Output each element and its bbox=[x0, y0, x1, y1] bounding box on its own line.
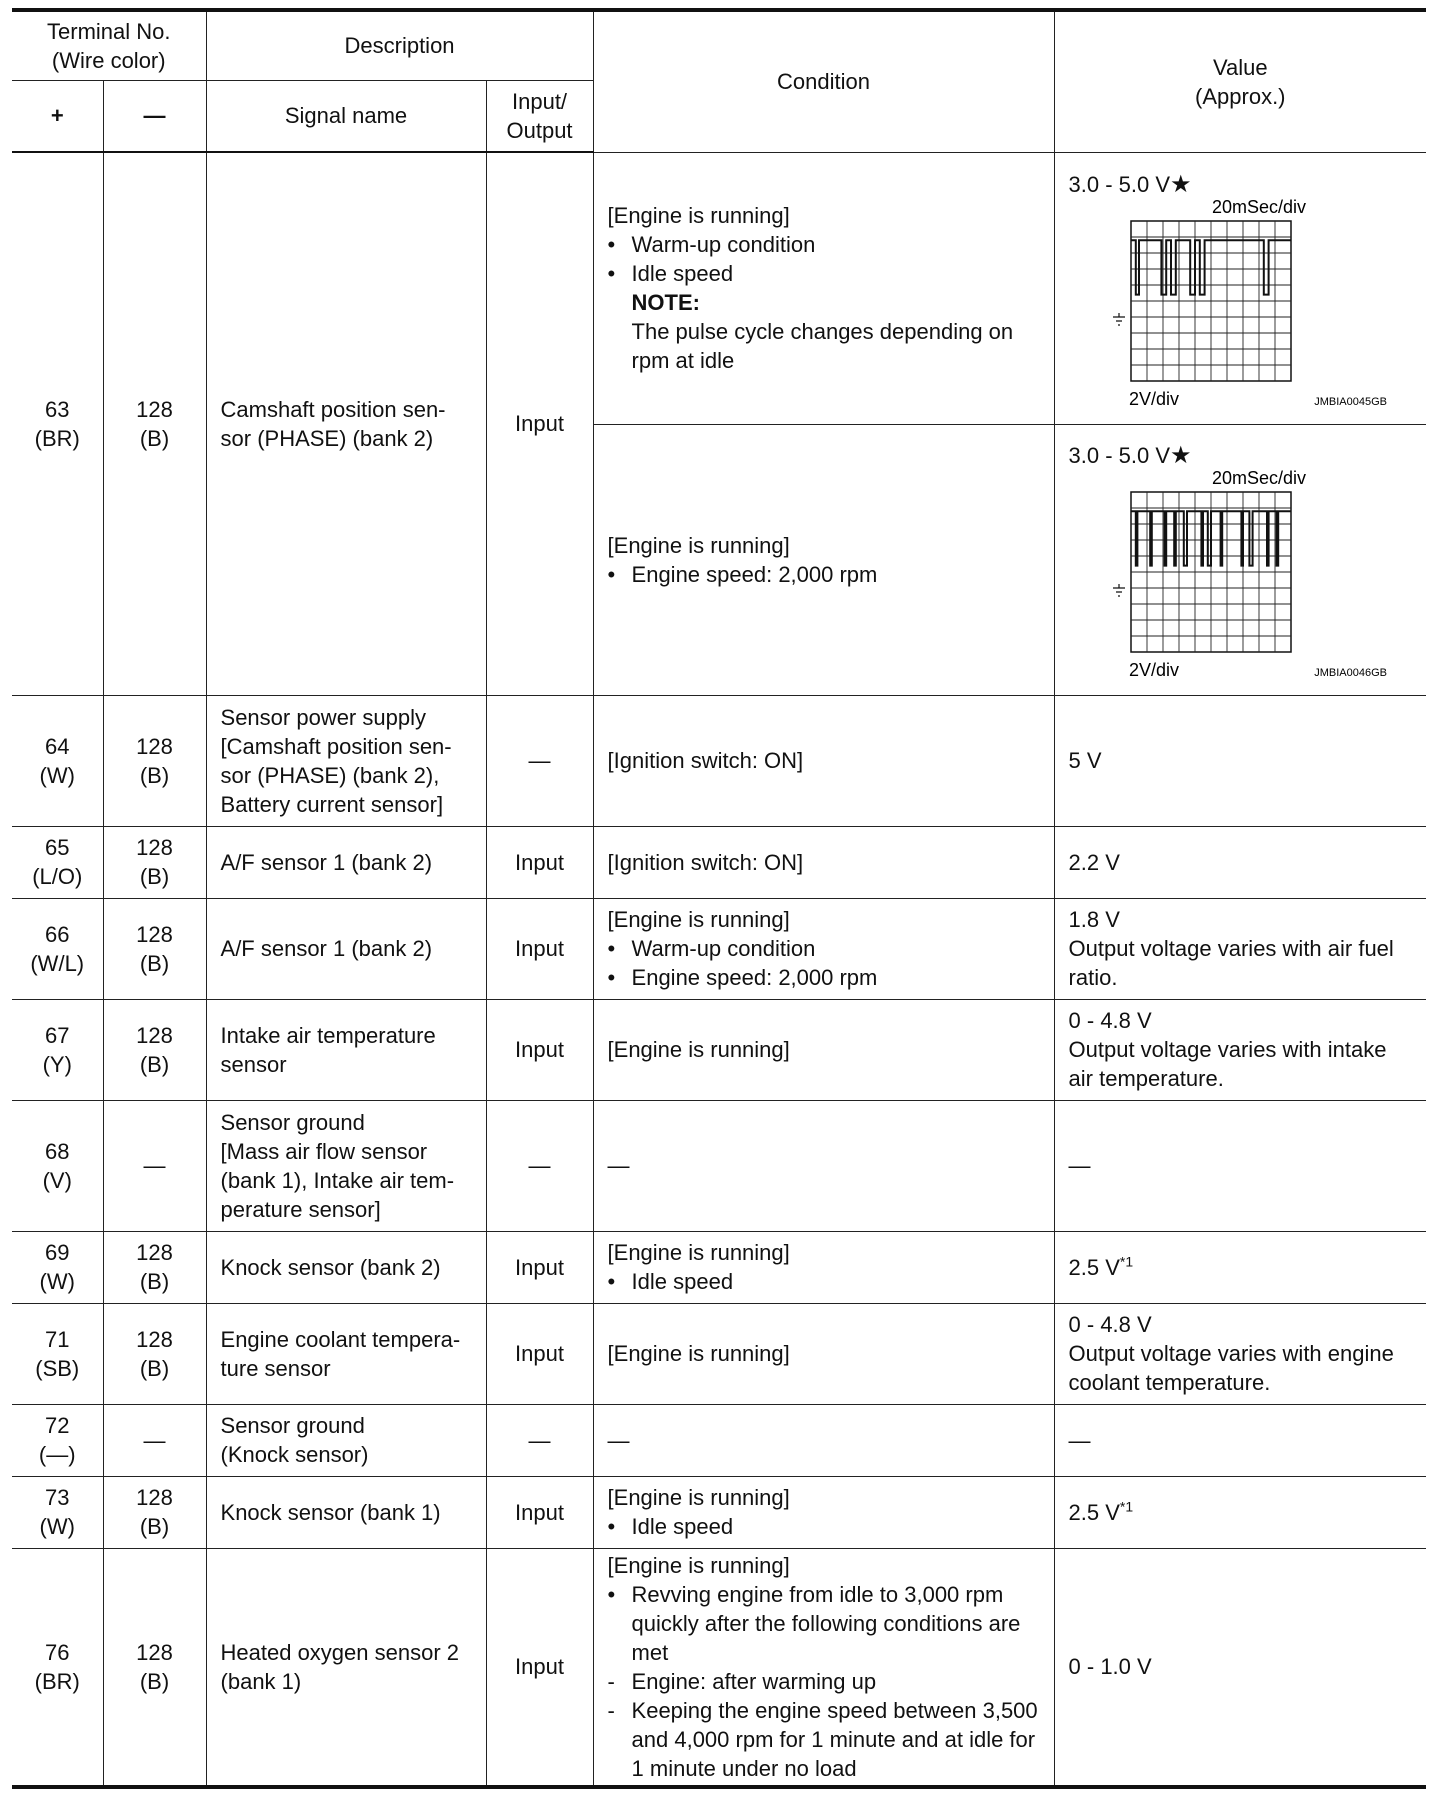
condition-head: [Ignition switch: ON] bbox=[607, 748, 804, 773]
signal-name: Intake air temperature sensor bbox=[206, 999, 486, 1100]
condition-head: [Ignition switch: ON] bbox=[607, 849, 804, 875]
condition-cell bbox=[593, 424, 1054, 695]
io-value: Input bbox=[486, 1303, 593, 1404]
table-row-64 bbox=[12, 695, 1426, 826]
ground-symbol-icon bbox=[1113, 313, 1125, 325]
condition-cell bbox=[593, 152, 1054, 424]
terminal-minus: 128 (B) bbox=[103, 695, 206, 826]
signal-name: A/F sensor 1 (bank 2) bbox=[206, 898, 486, 999]
condition-head: [Engine is running] bbox=[607, 1240, 790, 1265]
ground-symbol-icon bbox=[1113, 584, 1125, 596]
terminal-minus: 128 (B) bbox=[103, 999, 206, 1100]
signal-name: Engine coolant tempera- ture sensor bbox=[206, 1303, 486, 1404]
condition-cell bbox=[593, 826, 1054, 898]
star-icon: ★ bbox=[1170, 170, 1192, 198]
header-row-1 bbox=[12, 10, 1426, 80]
condition-item: • Warm-up condition bbox=[607, 232, 816, 257]
terminal-spec-table bbox=[12, 8, 1426, 1789]
condition-item: • Idle speed bbox=[607, 261, 734, 286]
terminal-minus: — bbox=[103, 1404, 206, 1476]
condition-cell bbox=[593, 695, 1054, 826]
table-row-65 bbox=[12, 826, 1426, 898]
io-value: Input bbox=[486, 1476, 593, 1548]
value-cell: 2.5 $V^{*1}$ bbox=[1054, 1231, 1426, 1303]
condition-head: [Engine is running] bbox=[607, 907, 790, 932]
terminal-minus: 128 (B) bbox=[103, 1476, 206, 1548]
star-icon: ★ bbox=[1170, 442, 1192, 469]
table-row-66 bbox=[12, 898, 1426, 999]
signal-name: Knock sensor (bank 1) bbox=[206, 1476, 486, 1548]
condition-cell bbox=[593, 1404, 1054, 1476]
terminal-minus: 128 (B) bbox=[103, 898, 206, 999]
signal-name: Camshaft position sen- sor (PHASE) (bank 2) bbox=[206, 152, 486, 695]
signal-name-header: Signal name bbox=[206, 80, 486, 152]
terminal-plus: 66 (W/L) bbox=[12, 898, 103, 999]
condition-header: Condition bbox=[593, 10, 1054, 152]
condition-cell bbox=[593, 1231, 1054, 1303]
table-row-76 bbox=[12, 1548, 1426, 1787]
terminal-plus: 72 (—) bbox=[12, 1404, 103, 1476]
signal-name: A/F sensor 1 (bank 2) bbox=[206, 826, 486, 898]
table-row-67 bbox=[12, 999, 1426, 1100]
footnote-mark: *1 bbox=[1119, 1253, 1134, 1270]
terminal-minus: 128 (B) bbox=[103, 1548, 206, 1787]
condition-head: [Engine is running] bbox=[607, 1552, 790, 1578]
volt-div-label: 2V/div bbox=[1128, 388, 1179, 407]
condition-cell bbox=[593, 1303, 1054, 1404]
signal-name: Sensor ground (Knock sensor) bbox=[206, 1404, 486, 1476]
condition-cell bbox=[593, 999, 1054, 1100]
io-value: Input bbox=[486, 152, 593, 695]
plus-header: + bbox=[12, 80, 103, 152]
terminal-plus: 67 (Y) bbox=[12, 999, 103, 1100]
description-header: Description bbox=[206, 10, 593, 80]
condition-subitem: - Engine: after warming up bbox=[607, 1668, 877, 1694]
figure-code: JMBIA0046GB bbox=[1313, 667, 1387, 678]
table-row-63 bbox=[12, 152, 1426, 424]
note-label: NOTE: bbox=[631, 290, 700, 315]
terminal-plus: 69 (W) bbox=[12, 1231, 103, 1303]
value-cell: 0 - 1.0 V bbox=[1054, 1548, 1426, 1787]
value-text: 3.0 - 5.0 V★ bbox=[1068, 442, 1192, 469]
condition-head: [Engine is running] bbox=[607, 1037, 790, 1062]
value-cell: 2.5 $V^{*1}$ bbox=[1054, 1476, 1426, 1548]
io-value: Input bbox=[486, 898, 593, 999]
time-div-label: 20mSec/div bbox=[1211, 470, 1306, 488]
value-cell: 5 V bbox=[1054, 695, 1426, 826]
io-value: Input bbox=[486, 1231, 593, 1303]
table-row-71 bbox=[12, 1303, 1426, 1404]
io-value: — bbox=[486, 1100, 593, 1231]
figure-code: JMBIA0045GB bbox=[1313, 395, 1387, 407]
table-row-68 bbox=[12, 1100, 1426, 1231]
condition-item: • Engine speed: 2,000 rpm bbox=[607, 965, 878, 990]
time-div-label: 20mSec/div bbox=[1211, 198, 1306, 217]
minus-header: — bbox=[103, 80, 206, 152]
condition-head: [Engine is running] bbox=[607, 1485, 790, 1510]
terminal-minus: 128 (B) bbox=[103, 152, 206, 695]
io-value: Input bbox=[486, 999, 593, 1100]
terminal-plus: 76 (BR) bbox=[12, 1548, 103, 1787]
io-header: Input/ Output bbox=[486, 80, 593, 152]
waveform-trace bbox=[1131, 511, 1291, 565]
terminal-plus: 68 (V) bbox=[12, 1100, 103, 1231]
condition-cell bbox=[593, 1548, 1054, 1787]
terminal-plus: 71 (SB) bbox=[12, 1303, 103, 1404]
condition-cell bbox=[593, 1476, 1054, 1548]
oscilloscope-waveform-1 bbox=[1069, 199, 1409, 407]
signal-name: Heated oxygen sensor 2 (bank 1) bbox=[206, 1548, 486, 1787]
value-cell: — bbox=[1054, 1100, 1426, 1231]
io-value: — bbox=[486, 1404, 593, 1476]
signal-name: Knock sensor (bank 2) bbox=[206, 1231, 486, 1303]
value-cell-waveform-1 bbox=[1054, 152, 1426, 424]
signal-name: Sensor ground [Mass air flow sensor (bank 1), Intake air tem- perature sensor] bbox=[206, 1100, 486, 1231]
io-value: — bbox=[486, 695, 593, 826]
value-cell: 0 - 4.8 V Output voltage varies with engine coolant temperature. bbox=[1054, 1303, 1426, 1404]
value-cell: 0 - 4.8 V Output voltage varies with intake air temperature. bbox=[1054, 999, 1426, 1100]
value-text: 3.0 - 5.0 V★ bbox=[1068, 170, 1192, 198]
condition-head: [Engine is running] bbox=[607, 532, 790, 558]
condition-head: [Engine is running] bbox=[607, 203, 790, 228]
condition-item: • Engine speed: 2,000 rpm bbox=[607, 561, 878, 587]
condition-item: • Idle speed bbox=[607, 1514, 734, 1539]
oscilloscope-waveform-2 bbox=[1069, 470, 1409, 678]
condition-item: • Idle speed bbox=[607, 1269, 734, 1294]
condition-head: — bbox=[607, 1153, 630, 1178]
terminal-minus: — bbox=[103, 1100, 206, 1231]
terminal-plus: 63 (BR) bbox=[12, 152, 103, 695]
terminal-minus: 128 (B) bbox=[103, 826, 206, 898]
footnote-mark: *1 bbox=[1119, 1498, 1134, 1515]
condition-cell bbox=[593, 1100, 1054, 1231]
terminal-minus: 128 (B) bbox=[103, 1303, 206, 1404]
scope-grid bbox=[1131, 221, 1291, 381]
terminal-plus: 64 (W) bbox=[12, 695, 103, 826]
condition-item: • Warm-up condition bbox=[607, 936, 816, 961]
condition-cell bbox=[593, 898, 1054, 999]
terminal-plus: 73 (W) bbox=[12, 1476, 103, 1548]
io-value: Input bbox=[486, 1548, 593, 1787]
value-cell: — bbox=[1054, 1404, 1426, 1476]
terminal-minus: 128 (B) bbox=[103, 1231, 206, 1303]
value-cell: 2.2 V bbox=[1054, 826, 1426, 898]
condition-head: [Engine is running] bbox=[607, 1341, 790, 1366]
volt-div-label: 2V/div bbox=[1128, 660, 1179, 678]
table-row-73 bbox=[12, 1476, 1426, 1548]
table-row-72 bbox=[12, 1404, 1426, 1476]
io-value: Input bbox=[486, 826, 593, 898]
condition-item: • Revving engine from idle to 3,000 rpm quickly after the following conditions are met bbox=[607, 1581, 1021, 1665]
terminal-header: Terminal No. (Wire color) bbox=[12, 10, 206, 80]
note-text: The pulse cycle changes depending on rpm at idle bbox=[631, 319, 1014, 373]
signal-name: Sensor power supply [Camshaft position sen- sor (PHASE) (bank 2), Battery current sensor] bbox=[206, 695, 486, 826]
condition-subitem: - Keeping the engine speed between 3,500 and 4,000 rpm for 1 minute and at idle for 1 minute under no load bbox=[607, 1697, 1038, 1781]
value-cell-waveform-2 bbox=[1054, 424, 1426, 695]
table-row-69 bbox=[12, 1231, 1426, 1303]
value-cell: 1.8 V Output voltage varies with air fuel ratio. bbox=[1054, 898, 1426, 999]
terminal-plus: 65 (L/O) bbox=[12, 826, 103, 898]
condition-head: — bbox=[607, 1427, 630, 1453]
value-header: Value (Approx.) bbox=[1054, 10, 1426, 152]
